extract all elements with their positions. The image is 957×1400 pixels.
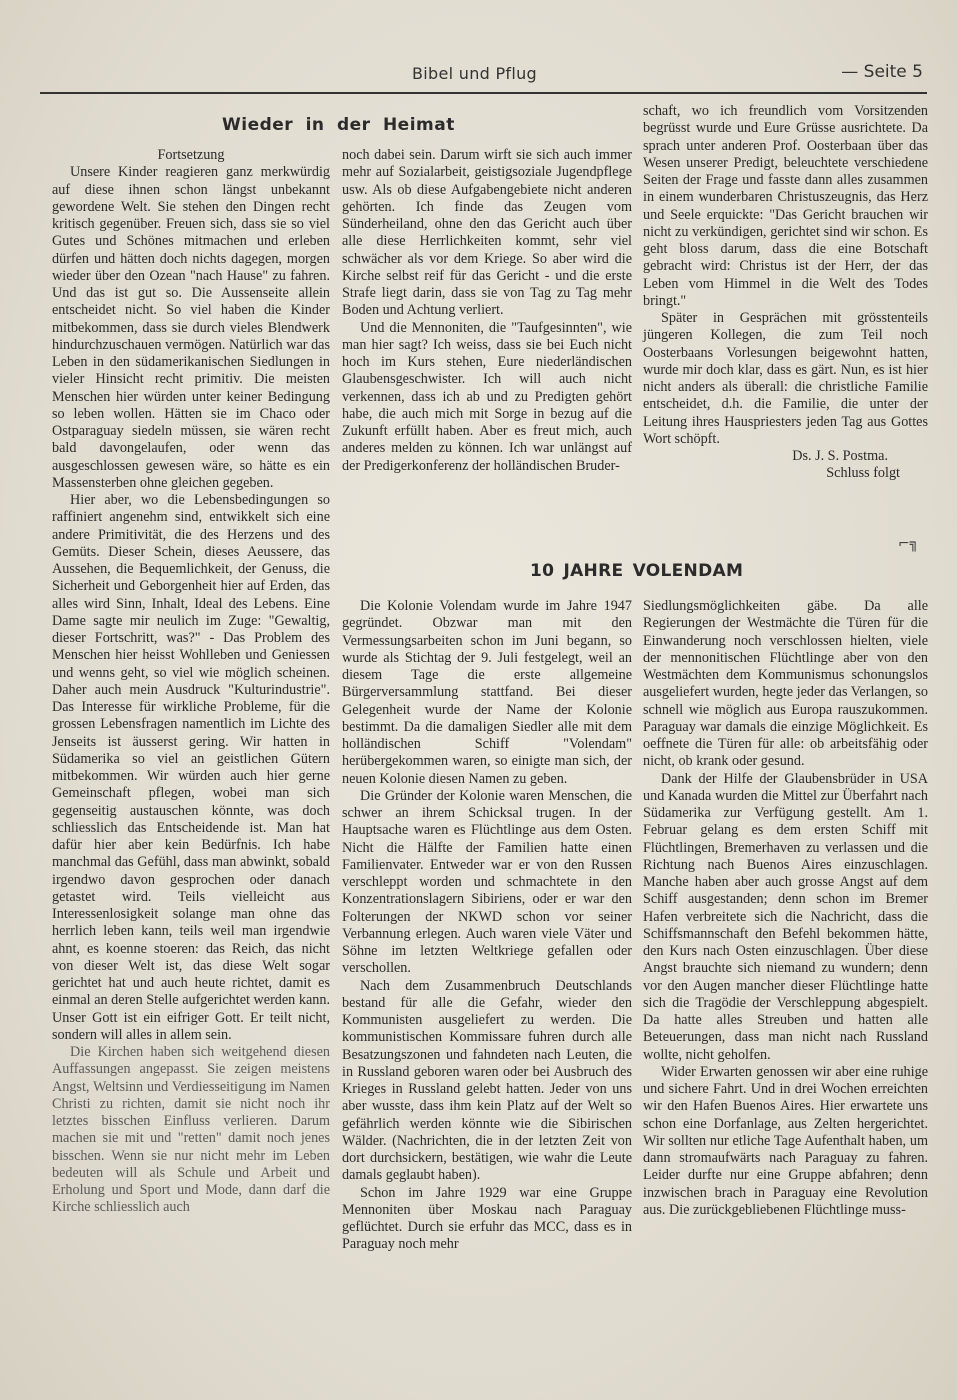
article1-column-2 (342, 147, 632, 547)
paragraph: Später in Gesprächen mit grösstenteils jüngeren Kollegen, die zum Teil noch Oosterbaans Vorlesungen beigewohnt hatten, wurde mir doch klar, dass es gärt. Nun, es ist hier nicht anders als überall: die christliche Familie entscheidet, d.h. die Familie, die unter der Leitung ihres Hauspriesters jeden Tag aus Gottes Wort schöpft. (643, 310, 928, 447)
paragraph: Unsere Kinder reagieren ganz merkwürdig auf diese ihnen schon längst unbekannt gewordene Welt. Sie stehen den Dingen recht kritisch gegenüber. Freuen sich, dass sie so viel Gutes und Schönes mitmachen und erleben dürfen und hätten doch nichts dagegen, morgen wieder über den Ozean "nach Hause" zu fahren. Und das ist gut so. Die Aussenseite allein entscheidet nicht. So viel haben die Kinder mitbekommen, dass sie durch vieles Blendwerk hindurchzuschauen vermögen. Natürlich war das Leben in den südamerikanischen Siedlungen in vieler Hinsicht recht primitiv. Die meisten Menschen hier würden unter keiner Bedingung so leben wollen. Hätten sie im Chaco oder Ostparaguay siedeln müssen, sie wären recht bald davongelaufen, oder wenn das ausgeschlossen gewesen wäre, so hätte es ein Massensterben ohne gleichen gegeben. (52, 164, 330, 491)
page-number: — Seite 5 (841, 62, 923, 82)
paragraph: Schon im Jahre 1929 war eine Gruppe Mennoniten über Moskau nach Paraguay geflüchtet. Durch sie erfuhr das MCC, dass es in Paraguay noch mehr (342, 1184, 632, 1253)
paragraph: Die Gründer der Kolonie waren Menschen, die schwer an ihrem Schicksal trugen. In der Hauptsache waren es Flüchtlinge aus dem Osten. Nicht die Hälfte der Familien hatte einen Familienvater. Entweder war er von den Russen verschleppt worden und schmachtete in den Konzentrationslagern Sibiriens, oder er war den Folterungen der NKWD schon vor seiner Verbannung erlegen. Auch waren viele Väter und Söhne im letzten Weltkriege gefallen oder verschollen. (342, 787, 632, 977)
author-signature: Ds. J. S. Postma. (792, 448, 888, 464)
paragraph: Nach dem Zusammenbruch Deutschlands bestand für alle die Gefahr, wieder den Kommunisten ausgeliefert zu werden. Die kommunistischen Kommissare fuhren durch alle Besatzungszonen und fahndeten nach Leuten, die in Russland geboren waren oder bei Ausbruch des Krieges in Russland gelebt hatten. Jeder von uns aber wusste, dass ihm kein Platz auf der Welt so gefährlich werden könnte wie die Sibirischen Wälder. (Nachrichten, die in der letzten Zeit von dort durchsickern, bestätigen, wie wahr die Leute damals geglaubt haben). (342, 977, 632, 1184)
article1-column-1 (52, 147, 330, 1357)
page-header (40, 62, 927, 94)
article-title-heimat: Wieder in der Heimat (222, 115, 455, 135)
continued-label: Fortsetzung (157, 147, 225, 163)
paragraph: Siedlungsmöglichkeiten gäbe. Da alle Regierungen der Westmächte die Türen für die Einwanderung noch verschlossen hielten, viele der mennonitischen Flüchtlinge aber von den Westmächten dem Kommunismus schonungslos ausgeliefert wurden, hegte jeder das Verlangen, so schnell wie möglich aus Europa rauszukommen. Paraguay war damals die einzige Möglichkeit. Es oeffnete die Türen für alle: ob arbeitsfähig oder nicht, ob krank oder gesund. (643, 598, 928, 770)
paragraph: noch dabei sein. Darum wirft sie sich auch immer mehr auf Sozialarbeit, geistigsoziale Jugendpflege usw. Als ob diese Aufgabengebiete nicht anderen gehörten. Ich finde das Zeugen vom Sünderheiland, ohne den das Gericht auch über alle diese Herrlichkeiten kommt, sehr viel schwächer als vor dem Kriege. So aber wird die Kirche selbst reif für das Gericht - und die erste Strafe liegt darin, dass sie von Tag zu Tag mehr Boden und Achtung verliert. (342, 147, 632, 319)
paragraph: schaft, wo ich freundlich vom Vorsitzenden begrüsst wurde und Eure Grüsse ausrichtete. Da sprach unter anderen Prof. Oosterbaan über das Wesen unserer Predigt, beleuchtete verschiedene Seiten der Frage und fasste dann alles zusammen in einem wunderbaren Christuszeugnis, das Herz und Seele erquickte: "Das Gericht brauchen wir nicht zu verkündigen, gerichtet sind wir schon. Es geht bloss darum, dass die eine Botschaft gebracht wird: Christus ist der Herr, der das Leben vom Himmel in die Welt des Todes bringt." (643, 103, 928, 309)
paragraph: Dank der Hilfe der Glaubensbrüder in USA und Kanada wurden die Mittel zur Überfahrt nach Südamerika zur Verfügung gestellt. Am 1. Februar gelang es dem ersten Schiff mit Flüchtlingen, Bremerhaven zu verlassen und die Richtung nach Buenos Aires einzuschlagen. Manche haben aber auch grosse Angst auf dem Schiff ausgestanden; denn schon im Bremer Hafen verbreitete sich die Nachricht, dass die Schiffsmannschaft den Befehl bekommen hätte, den Kurs nach Osten einzuschlagen. Über diese Angst brauchte sich niemand zu wundern; denn vor den Augen mancher dieser Flüchtlinge hatte sich die Tragödie der Verschleppung abgespielt. Da hatte alles Streuben und hatten alle Beteuerungen, dass man nicht nach Russland wollte, nicht geholfen. (643, 770, 928, 1063)
paragraph: Und die Mennoniten, die "Taufgesinnten", wie man hier sagt? Ich weiss, dass sie bei Euch nicht hoch im Kurs stehen, Eure niederländischen Glaubensgeschwister. Ich will auch nicht verkennen, dass ich ab und zu Predigten gehört habe, die auch mich mit Sorge in bezug auf die Zukunft erfüllt haben. Aber es freut mich, auch anderes melden zu können. Ich war unlängst auf der Predigerkonferenz der holländischen Bruder- (342, 319, 632, 474)
end-mark-icon: ⌐╗ (898, 536, 919, 552)
newspaper-name: Bibel und Pflug (412, 64, 537, 83)
paragraph: Wider Erwarten genossen wir aber eine ruhige und sichere Fahrt. Und in drei Wochen erreichten wir den Hafen Buenos Aires. Hier erwartete uns schon eine Dorfanlage, aus Zelten hergerichtet. Wir sollten nur etliche Tage Aufenthalt haben, um dann stromaufwärts nach Paraguay zu fahren. Leider durfte nur eine Gruppe abfahren; denn inzwischen brach in Paraguay eine Revolution aus. Die zurückgebliebenen Flüchtlinge muss- (643, 1063, 928, 1218)
article1-column-3 (643, 103, 928, 543)
article-title-volendam: 10 JAHRE VOLENDAM (530, 561, 744, 581)
to-be-continued: Schluss folgt (826, 465, 900, 482)
paragraph: Die Kirchen haben sich weitgehend diesen Auffassungen angepasst. Sie zeigen meistens Angst, Weltsinn und Verdiesseitigung im Namen Christi zu richten, damit sie nicht noch ihr letztes bisschen Einfluss verlieren. Darum machen sie mit und "retten" damit noch jenes bisschen. Wenn sie nur nicht mehr im Leben bedeuten will als Schule und Arbeit und Erholung und Sport und Mode, dann darf die Kirche schliesslich auch (52, 1044, 330, 1216)
paragraph: Hier aber, wo die Lebensbedingungen so raffiniert angenehm sind, entwikkelt sich eine andere Primitivität, die des Herzens und des Gemüts. Dieser Schein, dieses Aeussere, das Aussehen, die Bequemlichkeit, der Genuss, die Sicherheit und Geborgenheit hier auf Erden, das alles wird Sinn, Inhalt, Ideal des Lebens. Eine Dame sagte mir neulich im Zuge: "Gewaltig, dieser Fortschritt, was?" - Das Problem des Menschen hier heisst Wohlleben und Geniessen und wenns geht, so viel wie möglich scheinen. Daher auch mein Ausdruck "Kulturindustrie". Das Interesse für wirkliche Probleme, für die grossen Lebensfragen namentlich im Lichte des Jenseits ist äusserst gering. Wir hatten in Südamerika so viel an geistlichen Gütern mitbekommen. Wir würden auch hier gerne Gemeinschaft pflegen, wobei man sich gegenseitig austauschen könnte, was doch schliesslich das Entscheidende ist. Man hat dafür hier aber kein Bedürfnis. Ich habe manchmal das Gefühl, dass man abwinkt, sobald irgendwo davon gesprochen oder danach getastet wird. Teils vielleicht aus Interessenlosigkeit solange man ohne das herrlich leben kann, teils weil man irgendwie ahnt, es koenne stoeren: das Reich, das nicht von dieser Welt ist, das diese Welt sogar gerichtet hat und auch heute richtet, damit es einmal an deren Stelle aufgerichtet werden kann. Unser Gott ist ein eifriger Gott. Er teilt nicht, sondern will alles in allem sein. (52, 492, 330, 1043)
article2-column-1 (342, 598, 632, 1358)
paragraph: Die Kolonie Volendam wurde im Jahre 1947 gegründet. Obzwar man mit den Vermessungsarbeiten schon im Juni begann, so wurde als Stichtag der 9. Juli festgelegt, weil an diesem Tage die erste allgemeine Bürgerversammlung stattfand. Bei dieser Gelegenheit wurde der Name der Kolonie bestimmt. Da die damaligen Siedler alle mit dem holländischen Schiff "Volendam" herübergekommen waren, so einigte man sich, der neuen Kolonie diesen Namen zu geben. (342, 598, 632, 787)
article2-column-2 (643, 598, 928, 1358)
